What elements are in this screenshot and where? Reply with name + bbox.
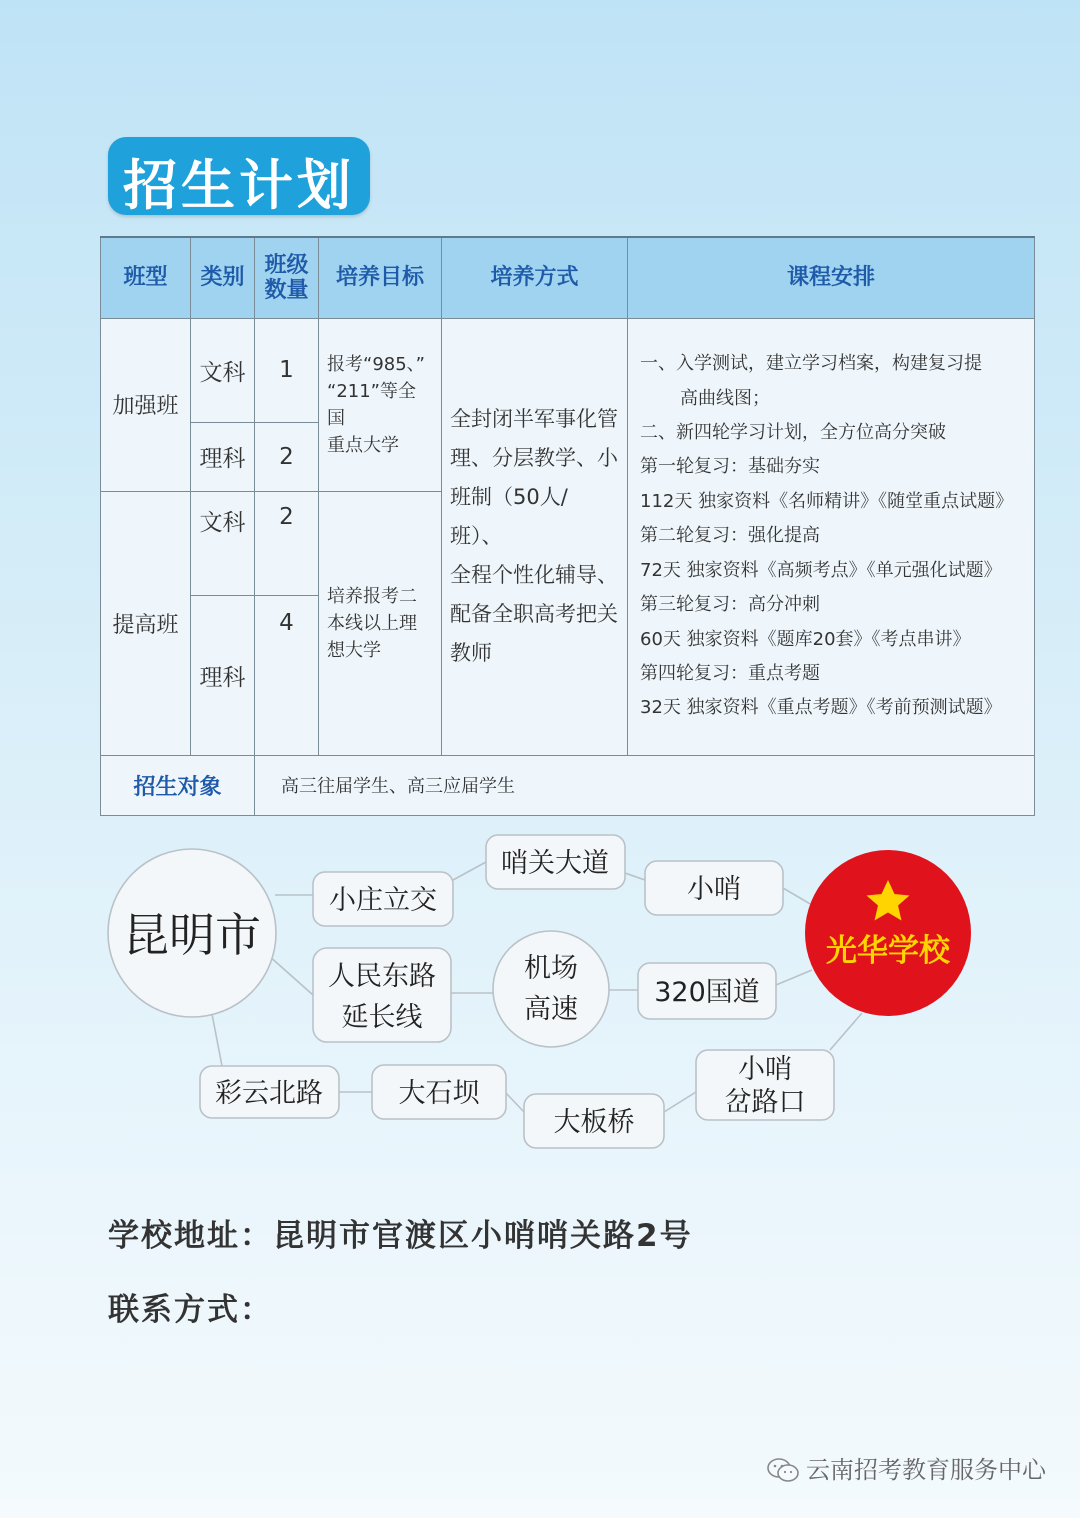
goal-improve-line: 想大学: [327, 639, 381, 661]
schedule-line: 32天 独家资料《重点考题》《考前预测试题》: [640, 697, 1002, 719]
schedule-line: 72天 独家资料《高频考点》《单元强化试题》: [640, 559, 1002, 581]
goal-improve-line: 本线以上理: [327, 612, 417, 634]
schedule-line: 一、入学测试，建立学习档案，构建复习提: [640, 353, 982, 375]
header-class-type: 班型: [101, 237, 191, 318]
count-cell: 2: [255, 491, 319, 595]
route-line: [783, 888, 812, 905]
node-airport-label-1: 机场: [524, 953, 578, 984]
route-line: [664, 1092, 696, 1112]
node-airport: [493, 931, 609, 1047]
header-goal: 培养目标: [319, 237, 442, 318]
destination-label: 光华学校: [826, 933, 950, 969]
node-fork-label-1: 小哨: [738, 1054, 792, 1085]
category-cell: 理科: [191, 422, 255, 491]
address-value: 昆明市官渡区小哨哨关路2号: [273, 1218, 693, 1254]
route-line: [625, 873, 645, 880]
schedule-line: 第一轮复习：基础夯实: [640, 456, 820, 478]
goal-improve-line: 培养报考二: [327, 585, 417, 607]
class-type-improve: 提高班: [101, 491, 191, 755]
header-category: 类别: [191, 237, 255, 318]
header-schedule: 课程安排: [628, 237, 1035, 318]
contact-label: 联系方式：: [108, 1292, 273, 1328]
schedule-line: 第二轮复习：强化提高: [640, 525, 820, 547]
goal-strong-line: 重点大学: [327, 434, 399, 456]
class-type-strong: 加强班: [101, 318, 191, 491]
header-class-count-line1: 班级: [264, 252, 309, 278]
start-node-label: 昆明市: [123, 908, 261, 962]
route-line: [212, 1014, 222, 1066]
goal-strong-line: “211”等全国: [327, 380, 417, 429]
schedule-line: 60天 独家资料《题库20套》《考点串讲》: [640, 628, 971, 650]
route-line: [830, 1013, 862, 1050]
schedule-line: 二、新四轮学习计划，全方位高分突破: [640, 422, 946, 444]
method-line: 全程个性化辅导、: [450, 563, 618, 587]
address: [108, 1210, 693, 1255]
route-line: [453, 862, 486, 880]
watermark: [766, 1450, 1046, 1485]
category-cell: 文科: [191, 318, 255, 422]
method-line: 理、分层教学、小: [450, 446, 618, 470]
node-caiyun-label: 彩云北路: [215, 1078, 323, 1109]
node-xiaozhuang-label: 小庄立交: [329, 885, 437, 916]
header-class-count-line2: 数量: [264, 277, 309, 303]
node-airport-label-2: 高速: [524, 994, 578, 1025]
node-dashiba-label: 大石坝: [398, 1078, 480, 1109]
node-xiaoshao-label: 小哨: [687, 874, 741, 905]
node-g320-label: 320国道: [654, 977, 760, 1008]
wechat-icon: [766, 1457, 800, 1483]
method-line: 全封闭半军事化管: [450, 407, 618, 431]
method-line: 教师: [450, 641, 492, 665]
header-method: 培养方式: [442, 237, 628, 318]
count-cell: 2: [255, 422, 319, 491]
count-cell: 4: [255, 595, 319, 755]
schedule-line: 第四轮复习：重点考题: [640, 662, 820, 684]
schedule-line: 高曲线图；: [680, 387, 770, 409]
route-line: [268, 955, 313, 995]
node-renmin-label-1: 人民东路: [328, 961, 436, 992]
node-dabanqiao-label: 大板桥: [553, 1107, 635, 1138]
node-fork-label-2: 岔路口: [724, 1087, 806, 1118]
method-line: 班制（50人/班）、: [450, 485, 568, 548]
node-shaoguan-label: 哨关大道: [501, 848, 609, 879]
route-line: [776, 970, 812, 985]
category-cell: 理科: [191, 595, 255, 755]
method-line: 配备全职高考把关: [450, 602, 618, 626]
page-title: 招生计划: [123, 154, 355, 217]
enroll-value: 高三往届学生、高三应届学生: [255, 755, 1035, 815]
schedule-line: 112天 独家资料《名师精讲》《随堂重点试题》: [640, 490, 1014, 512]
count-cell: 1: [255, 318, 319, 422]
watermark-text: 云南招考教育服务中心: [806, 1456, 1046, 1484]
contact: [108, 1284, 273, 1329]
schedule-line: 第三轮复习：高分冲刺: [640, 594, 820, 616]
address-label: 学校地址：: [108, 1218, 273, 1254]
node-renmin-label-2: 延长线: [341, 1002, 423, 1033]
goal-strong-line: 报考“985、”: [327, 353, 426, 375]
category-cell: 文科: [191, 491, 255, 595]
enroll-label: 招生对象: [101, 755, 255, 815]
route-line: [506, 1093, 524, 1112]
